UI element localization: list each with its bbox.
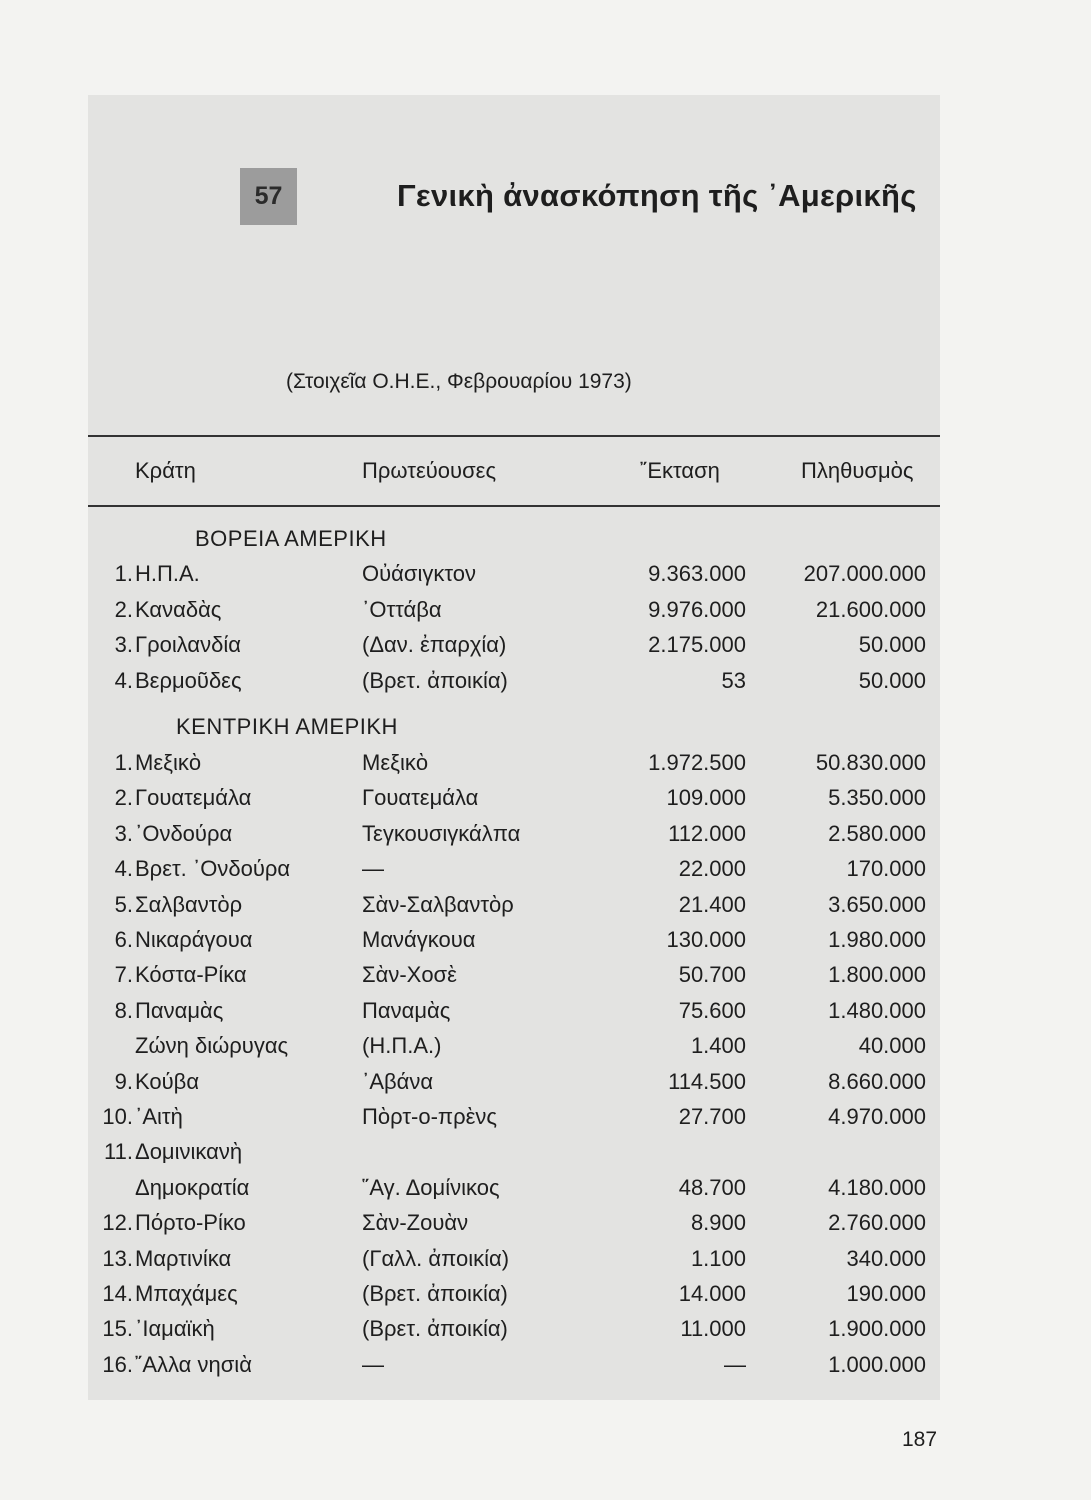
population-value: 50.000 [858,668,926,693]
area-value: 114.500 [668,1069,746,1094]
state-name: Κούβα [135,1069,200,1094]
page-number: 187 [902,1428,938,1451]
area-value: 14.000 [678,1281,746,1306]
state-name: Παναμὰς [135,998,224,1023]
section-heading-central-america: ΚΕΝΤΡΙΚΗ ΑΜΕΡΙΚΗ [176,714,398,739]
population-value: 1.980.000 [828,927,926,952]
table-row [0,561,1091,595]
area-value: 53 [721,668,746,693]
table-row [0,1281,1091,1315]
capital-name: (Γαλλ. ἀποικία) [362,1246,510,1271]
row-number: 9. [114,1069,133,1094]
table-row [0,1246,1091,1280]
chapter-number-badge: 57 [240,168,297,225]
population-value: 50.000 [858,632,926,657]
row-number: 4. [114,856,133,881]
table-top-rule [88,435,940,437]
table-row [0,962,1091,996]
area-value: 1.400 [690,1033,746,1058]
table-row [0,632,1091,666]
state-name: Γουατεμάλα [135,785,252,810]
table-row [0,892,1091,926]
area-value: 2.175.000 [648,632,746,657]
capital-name: Σὰν-Σαλβαντὸρ [362,892,514,917]
state-name: Σαλβαντὸρ [135,892,243,917]
row-number: 14. [102,1281,133,1306]
capital-name: Γουατεμάλα [362,785,479,810]
area-value: 1.100 [690,1246,746,1271]
capital-name: Μεξικὸ [362,750,429,775]
population-value: 2.580.000 [828,821,926,846]
chapter-header [240,168,960,228]
state-name: Νικαράγουα [135,927,253,952]
capital-name: Σὰν-Χοσὲ [362,962,457,987]
area-value: 9.976.000 [648,597,746,622]
population-value: 190.000 [846,1281,926,1306]
area-value: 11.000 [680,1316,746,1341]
area-value: 109.000 [666,785,746,810]
row-number: 15. [102,1316,133,1341]
capital-name: Πὸρτ-ο-πρὲνς [362,1104,498,1129]
table-row [0,1316,1091,1350]
table-row [0,821,1091,855]
row-number: 3. [114,821,133,846]
row-number: 16. [102,1352,133,1377]
area-value: 22.000 [678,856,746,881]
area-value: 21.400 [678,892,746,917]
row-number: 2. [114,785,133,810]
state-name: Κόστα-Ρίκα [135,962,247,987]
population-value: 1.480.000 [828,998,926,1023]
area-value: 130.000 [666,927,746,952]
row-number: 6. [114,927,133,952]
row-number: 10. [102,1104,133,1129]
capital-name: (Βρετ. ἀποικία) [362,1316,508,1341]
capital-name: (Βρετ. ἀποικία) [362,668,508,693]
capital-name: (Η.Π.Α.) [362,1033,442,1058]
population-value: 3.650.000 [828,892,926,917]
population-value: 8.660.000 [828,1069,926,1094]
population-value: 4.180.000 [828,1175,926,1200]
row-number: 4. [114,668,133,693]
row-number: 1. [114,750,133,775]
capital-name: Οὐάσιγκτον [362,561,476,586]
population-value: 340.000 [846,1246,926,1271]
table-row [0,1104,1091,1138]
row-number: 12. [102,1210,133,1235]
state-name: Βρετ. ᾿Ονδούρα [135,856,291,881]
area-value: — [724,1352,746,1377]
population-value: 170.000 [846,856,926,881]
column-header-states: Κράτη [135,458,196,483]
section-heading-north-america: ΒΟΡΕΙΑ ΑΜΕΡΙΚΗ [195,526,387,551]
population-value: 207.000.000 [803,561,926,586]
population-value: 40.000 [858,1033,926,1058]
capital-name: ῞Αγ. Δομίνικος [362,1175,500,1200]
area-value: 27.700 [678,1104,746,1129]
table-row [0,1352,1091,1386]
row-number: 7. [114,962,133,987]
area-value: 50.700 [678,962,746,987]
capital-name: Σὰν-Ζουὰν [362,1210,469,1235]
population-value: 2.760.000 [828,1210,926,1235]
state-name: Δομινικανὴ [135,1139,243,1164]
table-row [0,998,1091,1032]
state-name: ᾿Αιτὴ [135,1104,183,1129]
source-note: (Στοιχεῖα Ο.Η.Ε., Φεβρουαρίου 1973) [286,370,632,393]
column-header-population: Πληθυσμὸς [801,458,914,483]
state-name: Ζώνη διώρυγας [135,1033,289,1058]
table-row [0,668,1091,702]
state-name: Πόρτο-Ρίκο [135,1210,246,1235]
page-title: Γενικὴ ἀνασκόπηση τῆς ᾿Αμερικῆς [397,178,917,213]
population-value: 1.900.000 [828,1316,926,1341]
population-value: 1.800.000 [828,962,926,987]
state-name: Γροιλανδία [135,632,241,657]
state-name: Δημοκρατία [135,1175,250,1200]
state-name: Μαρτινίκα [135,1246,232,1271]
table-row [0,856,1091,890]
row-number: 11. [104,1139,133,1164]
state-name: Καναδὰς [135,597,222,622]
area-value: 1.972.500 [648,750,746,775]
capital-name: (Δαν. ἐπαρχία) [362,632,507,657]
column-header-capitals: Πρωτεύουσες [362,458,497,483]
capital-name: Μανάγκουα [362,927,476,952]
table-header-rule [88,505,940,507]
area-value: 112.000 [668,821,746,846]
capital-name: Παναμὰς [362,998,451,1023]
column-header-area: ῎Εκταση [640,458,720,483]
state-name: ᾿Ιαμαϊκὴ [135,1316,215,1341]
capital-name: (Βρετ. ἀποικία) [362,1281,508,1306]
row-number: 2. [114,597,133,622]
capital-name: — [362,1352,384,1377]
row-number: 13. [102,1246,133,1271]
capital-name: ᾿Οττάβα [362,597,442,622]
capital-name: ᾿Αβάνα [362,1069,434,1094]
capital-name: — [362,856,384,881]
population-value: 50.830.000 [815,750,926,775]
area-value: 75.600 [678,998,746,1023]
row-number: 5. [114,892,133,917]
state-name: Βερμοῦδες [135,668,242,693]
area-value: 8.900 [690,1210,746,1235]
state-name: ᾿Ονδούρα [135,821,233,846]
row-number: 8. [114,998,133,1023]
population-value: 5.350.000 [828,785,926,810]
capital-name: Τεγκουσιγκάλπα [362,821,521,846]
row-number: 1. [114,561,133,586]
state-name: Η.Π.Α. [135,561,200,586]
table-row [0,1210,1091,1244]
table-row [0,1033,1091,1067]
state-name: Μεξικὸ [135,750,202,775]
table-row [0,1069,1091,1103]
population-value: 4.970.000 [828,1104,926,1129]
table-row [0,597,1091,631]
population-value: 21.600.000 [815,597,926,622]
state-name: ῎Αλλα νησιὰ [135,1352,252,1377]
table-row [0,785,1091,819]
state-name: Μπαχάμες [135,1281,238,1306]
table-row [0,750,1091,784]
row-number: 3. [114,632,133,657]
area-value: 48.700 [678,1175,746,1200]
area-value: 9.363.000 [648,561,746,586]
table-row [0,1139,1091,1173]
table-row [0,927,1091,961]
table-row [0,1175,1091,1209]
population-value: 1.000.000 [828,1352,926,1377]
